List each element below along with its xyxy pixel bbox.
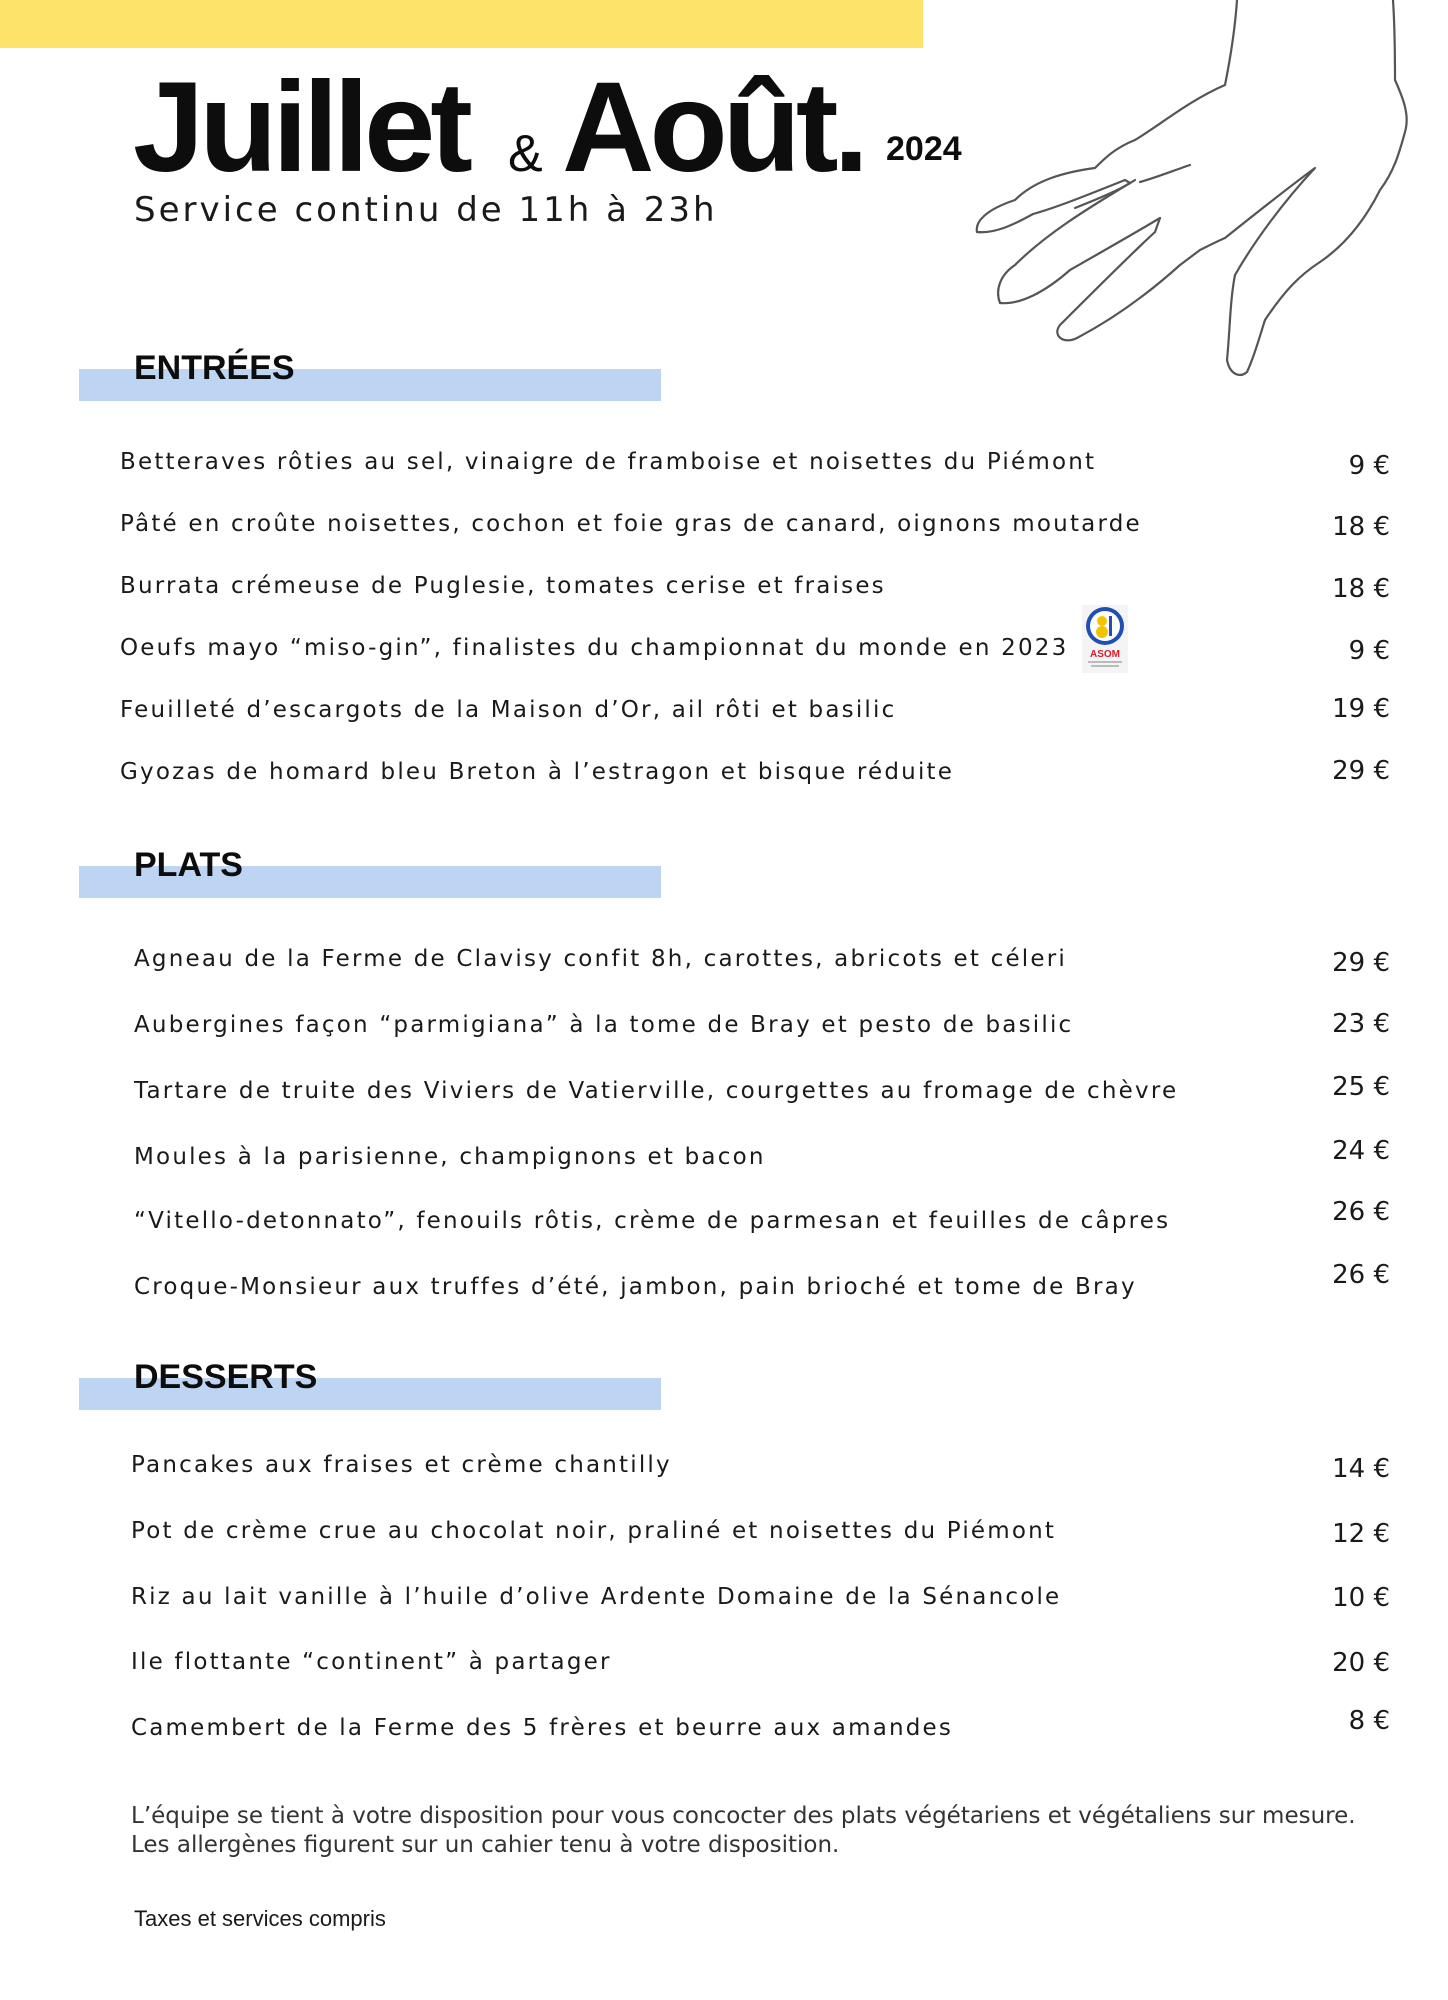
title-year: 2024 bbox=[886, 130, 962, 168]
menu-item: Pot de crème crue au chocolat noir, praliné et noisettes du Piémont bbox=[131, 1518, 1057, 1544]
section-title-desserts: DESSERTS bbox=[134, 1358, 318, 1396]
menu-item: Moules à la parisienne, champignons et bacon bbox=[134, 1144, 766, 1170]
service-hours: Service continu de 11h à 23h bbox=[134, 190, 718, 230]
menu-item-price: 24 € bbox=[1332, 1136, 1390, 1166]
menu-item: Gyozas de homard bleu Breton à l’estragon et bisque réduite bbox=[120, 759, 955, 785]
hand-illustration-icon bbox=[955, 0, 1448, 420]
title-month-1: Juillet bbox=[133, 56, 468, 199]
menu-item-price: 26 € bbox=[1332, 1260, 1390, 1290]
menu-item-price: 19 € bbox=[1332, 694, 1390, 724]
menu-item-price: 29 € bbox=[1332, 756, 1390, 786]
menu-item-price: 29 € bbox=[1332, 948, 1390, 978]
dietary-note: L’équipe se tient à votre disposition pour vous concocter des plats végétariens et végétaliens sur mesure. bbox=[131, 1803, 1356, 1829]
menu-item: Betteraves rôties au sel, vinaigre de framboise et noisettes du Piémont bbox=[120, 449, 1097, 475]
menu-item: Pâté en croûte noisettes, cochon et foie gras de canard, oignons moutarde bbox=[120, 511, 1142, 537]
title-month-2: Août. bbox=[562, 56, 864, 199]
allergen-note: Les allergènes figurent sur un cahier tenu à votre disposition. bbox=[131, 1832, 840, 1858]
menu-item: Croque-Monsieur aux truffes d’été, jambon, pain brioché et tome de Bray bbox=[134, 1274, 1137, 1300]
menu-item-price: 20 € bbox=[1332, 1648, 1390, 1678]
menu-item-price: 10 € bbox=[1332, 1583, 1390, 1613]
menu-item: Oeufs mayo “miso-gin”, finalistes du championnat du monde en 2023 bbox=[120, 635, 1069, 661]
asom-award-badge-icon bbox=[1082, 605, 1128, 673]
menu-item: Burrata crémeuse de Puglesie, tomates cerise et fraises bbox=[120, 573, 886, 599]
menu-item-price: 8 € bbox=[1348, 1706, 1390, 1736]
menu-item: Ile flottante “continent” à partager bbox=[131, 1649, 612, 1675]
title-highlight bbox=[0, 0, 923, 48]
asom-label: ASOM bbox=[1090, 649, 1120, 660]
title-ampersand: & bbox=[508, 125, 543, 183]
menu-item: Riz au lait vanille à l’huile d’olive Ardente Domaine de la Sénancole bbox=[131, 1584, 1062, 1610]
section-title-entrees: ENTRÉES bbox=[134, 349, 295, 387]
menu-item-price: 23 € bbox=[1332, 1009, 1390, 1039]
menu-item: Pancakes aux fraises et crème chantilly bbox=[131, 1452, 672, 1478]
menu-item: Feuilleté d’escargots de la Maison d’Or, ail rôti et basilic bbox=[120, 697, 897, 723]
menu-item-price: 12 € bbox=[1332, 1519, 1390, 1549]
menu-item: Agneau de la Ferme de Clavisy confit 8h, carottes, abricots et céleri bbox=[134, 946, 1067, 972]
menu-item-price: 25 € bbox=[1332, 1072, 1390, 1102]
menu-item: Aubergines façon “parmigiana” à la tome de Bray et pesto de basilic bbox=[134, 1012, 1074, 1038]
menu-item: Tartare de truite des Viviers de Vatierville, courgettes au fromage de chèvre bbox=[134, 1078, 1179, 1104]
menu-item-price: 18 € bbox=[1332, 574, 1390, 604]
menu-item-price: 18 € bbox=[1332, 512, 1390, 542]
menu-item-price: 26 € bbox=[1332, 1197, 1390, 1227]
menu-item-price: 9 € bbox=[1348, 636, 1390, 666]
menu-item: Camembert de la Ferme des 5 frères et beurre aux amandes bbox=[131, 1715, 954, 1741]
menu-item-price: 9 € bbox=[1348, 451, 1390, 481]
menu-item: “Vitello-detonnato”, fenouils rôtis, crème de parmesan et feuilles de câpres bbox=[134, 1208, 1171, 1234]
menu-item-price: 14 € bbox=[1332, 1454, 1390, 1484]
section-title-plats: PLATS bbox=[134, 846, 243, 884]
taxes-note: Taxes et services compris bbox=[134, 1906, 386, 1931]
